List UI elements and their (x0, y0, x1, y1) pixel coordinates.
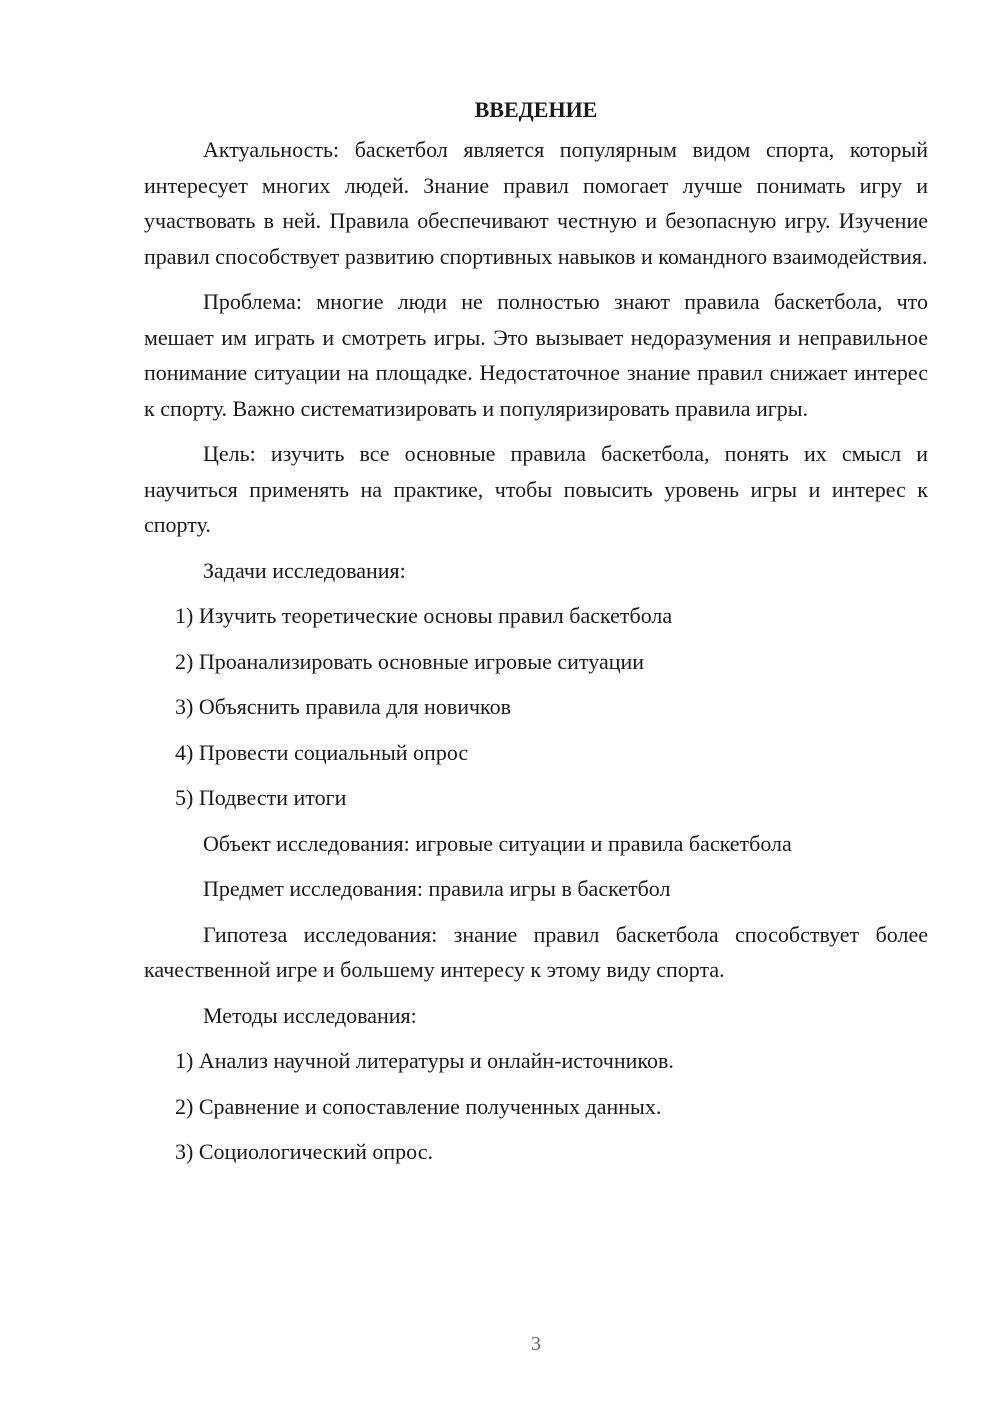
method-item: 1) Анализ научной литературы и онлайн-источников. (175, 1048, 674, 1073)
task-item: 2) Проанализировать основные игровые ситуации (175, 648, 645, 674)
problem-paragraph: Проблема: многие люди не полностью знают правила баскетбола, что мешает им играть и смотреть игры. Это вызывает недоразумения и неправильное понимание ситуации на площадке. Недостаточное знание правил снижает интерес к спорту. Важно систематизировать и популяризировать правила игры. (144, 289, 928, 421)
document-page (144, 96, 928, 1180)
tasks-heading: Задачи исследования: (203, 557, 406, 583)
method-item: 3) Социологический опрос. (175, 1139, 433, 1164)
relevance-paragraph: Актуальность: баскетбол является популярным видом спорта, который интересует многих людей. Знание правил помогает лучше понимать игру и участвовать в ней. Правила обеспечивают честную и безопасную игру. Изучение правил способствует развитию спортивных навыков и командного взаимодействия. (144, 137, 928, 269)
section-title: ВВЕДЕНИЕ (474, 97, 598, 122)
task-item: 3) Объяснить правила для новичков (175, 694, 512, 719)
research-subject: Предмет исследования: правила игры в баскетбол (203, 876, 671, 901)
goal-paragraph: Цель: изучить все основные правила баскетбола, понять их смысл и научиться применять на практике, чтобы повысить уровень игры и интерес к спорту. (144, 441, 928, 537)
task-item: 5) Подвести итоги (175, 785, 347, 810)
hypothesis-paragraph: Гипотеза исследования: знание правил баскетбола способствует более качественной игре и большему интересу к этому виду спорта. (144, 921, 928, 982)
task-item: 4) Провести социальный опрос (175, 739, 469, 765)
research-object: Объект исследования: игровые ситуации и правила баскетбола (203, 830, 792, 856)
page-number: 3 (531, 1333, 541, 1355)
task-item: 1) Изучить теоретические основы правил баскетбола (175, 603, 673, 628)
methods-heading: Методы исследования: (203, 1002, 417, 1028)
method-item: 2) Сравнение и сопоставление полученных данных. (175, 1093, 662, 1119)
